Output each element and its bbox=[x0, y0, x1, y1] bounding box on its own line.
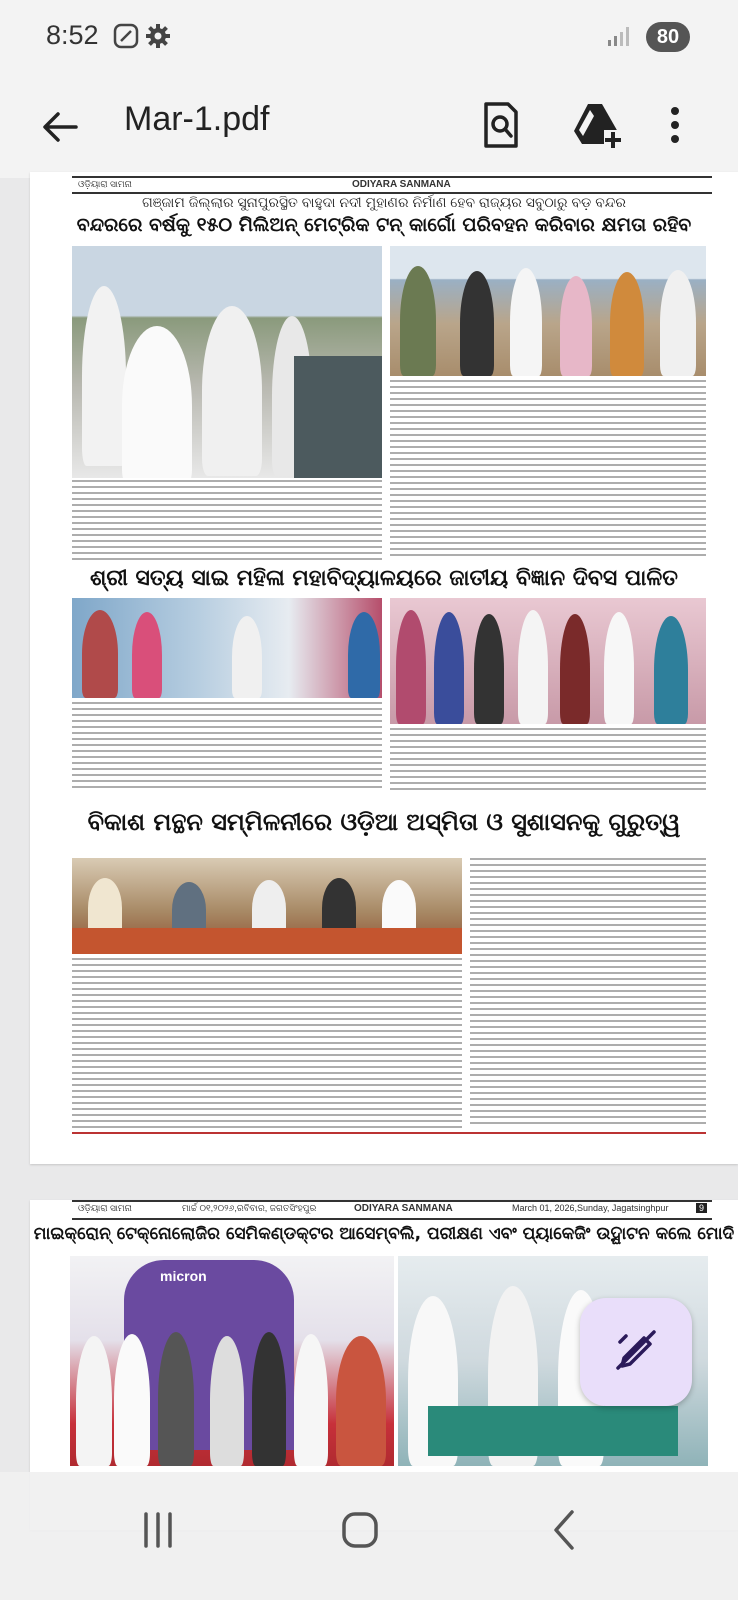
article1-kicker: ଗଞ୍ଜାମ ଜିଲ୍ଲାର ସୁନାପୁରସ୍ଥିତ ବାହୁଦା ନଦୀ ମୁହାଣର ନିର୍ମାଣ ହେବ ରାଜ୍ୟର ସବୁଠାରୁ ବଡ଼ ବନ୍ଦର bbox=[142, 194, 626, 210]
pdf-page-1[interactable] bbox=[30, 172, 738, 1164]
article2-body-text bbox=[390, 728, 706, 792]
photo-person bbox=[82, 610, 118, 698]
masthead-date-english: March 01, 2026,Sunday, Jagatsinghpur bbox=[512, 1203, 669, 1213]
article1-body-text bbox=[72, 480, 382, 560]
photo-person bbox=[434, 612, 464, 724]
more-vertical-icon[interactable] bbox=[652, 98, 698, 152]
photo-person bbox=[518, 610, 548, 724]
battery-icon: 80 bbox=[646, 22, 690, 52]
photo-person bbox=[232, 616, 262, 698]
photo-person bbox=[610, 272, 644, 376]
page-bottom-rule bbox=[72, 1132, 706, 1134]
article3-body-text bbox=[72, 958, 462, 1128]
photo-person bbox=[396, 610, 426, 724]
photo-person bbox=[400, 266, 436, 376]
masthead bbox=[72, 176, 712, 194]
article2-headline: ଶ୍ରୀ ସତ୍ୟ ସାଇ ମହିଳା ମହାବିଦ୍ୟାଳୟରେ ଜାତୀୟ ବିଜ୍ଞାନ ଦିବସ ପାଳିତ bbox=[90, 566, 678, 591]
home-icon[interactable] bbox=[330, 1500, 390, 1560]
back-nav-icon[interactable] bbox=[534, 1500, 594, 1560]
science-day-photo bbox=[72, 598, 382, 698]
photo-person bbox=[560, 276, 592, 376]
photo-person bbox=[132, 612, 162, 698]
photo-person bbox=[294, 1334, 328, 1466]
article2-body-text bbox=[72, 702, 382, 792]
photo-person bbox=[210, 1336, 244, 1466]
photo-equipment bbox=[428, 1406, 678, 1456]
recent-apps-icon[interactable] bbox=[128, 1500, 188, 1560]
clock: 8:52 bbox=[46, 20, 99, 50]
edit-fab-button[interactable] bbox=[580, 1298, 692, 1406]
photo-person bbox=[82, 286, 126, 466]
conference-dais-photo bbox=[72, 858, 462, 954]
article3-body-text bbox=[470, 858, 706, 1128]
micron-logo-text: micron bbox=[160, 1268, 207, 1284]
site-visit-group-photo bbox=[390, 246, 706, 376]
signal-icon bbox=[604, 22, 632, 50]
focus-mode-icon bbox=[112, 22, 140, 50]
photo-person bbox=[460, 271, 494, 376]
photo-person bbox=[158, 1332, 194, 1466]
system-nav-bar bbox=[0, 1472, 738, 1600]
settings-gear-icon bbox=[144, 22, 172, 50]
photo-person bbox=[604, 612, 634, 724]
photo-structure bbox=[294, 356, 382, 478]
page-number: 9 bbox=[696, 1203, 707, 1213]
masthead-title: ODIYARA SANMANA bbox=[352, 179, 451, 190]
status-bar bbox=[0, 0, 738, 78]
photo-person bbox=[510, 268, 542, 376]
photo-person bbox=[76, 1336, 112, 1466]
arrow-back-icon[interactable] bbox=[36, 102, 86, 152]
photo-person bbox=[114, 1334, 150, 1466]
masthead-title: ODIYARA SANMANA bbox=[354, 1203, 453, 1214]
edit-pen-icon bbox=[612, 1328, 660, 1376]
masthead-left: ଓଡ଼ିୟାରା ସାମନା bbox=[78, 1203, 132, 1213]
port-inspection-photo bbox=[72, 246, 382, 478]
photo-person bbox=[336, 1336, 386, 1466]
photo-person bbox=[202, 306, 262, 476]
micron-inauguration-photo bbox=[70, 1256, 394, 1466]
photo-person bbox=[348, 612, 380, 698]
article3-headline: ବିକାଶ ମନ୍ଥନ ସମ୍ମିଳନୀରେ ଓଡ଼ିଆ ଅସ୍ମିତା ଓ ସୁଶାସନକୁ ଗୁରୁତ୍ୱ bbox=[87, 808, 681, 836]
science-day-guests-photo bbox=[390, 598, 706, 724]
masthead bbox=[72, 1200, 712, 1220]
photo-person bbox=[660, 270, 696, 376]
photo-person bbox=[560, 614, 590, 724]
photo-person bbox=[654, 616, 688, 724]
document-search-icon[interactable] bbox=[474, 98, 528, 152]
photo-person bbox=[252, 1332, 286, 1466]
photo-person bbox=[122, 326, 192, 478]
masthead-date-odia: ମାର୍ଚ୍ଚ ୦୧,୨୦୨୬,ରବିବାର, ଜଗତସିଂହପୁର bbox=[182, 1203, 317, 1213]
page2-headline: ମାଇକ୍ରୋନ୍ ଟେକ୍ନୋଲୋଜିର ସେମିକଣ୍ଡକ୍ଟର ଆସେମ୍ବଲି, ପରୀକ୍ଷଣ ଏବଂ ପ୍ୟାକେଜିଂ ଉଦ୍ଘାଟନ କଲେ ମୋଦି bbox=[33, 1224, 735, 1244]
app-bar bbox=[0, 78, 738, 178]
photo-person bbox=[474, 614, 504, 724]
masthead-left: ଓଡ଼ିୟାରା ସାମନା bbox=[78, 179, 132, 189]
photo-table bbox=[72, 928, 462, 954]
article1-body-text bbox=[390, 380, 706, 560]
add-to-drive-icon[interactable] bbox=[570, 98, 624, 152]
document-title: Mar-1.pdf bbox=[124, 100, 270, 138]
article1-headline: ବନ୍ଦରରେ ବର୍ଷକୁ ୧୫୦ ମିଲିଅନ୍ ମେଟ୍ରିକ ଟନ୍ କାର୍ଗୋ ପରିବହନ କରିବାର କ୍ଷମତା ରହିବ bbox=[76, 214, 692, 236]
